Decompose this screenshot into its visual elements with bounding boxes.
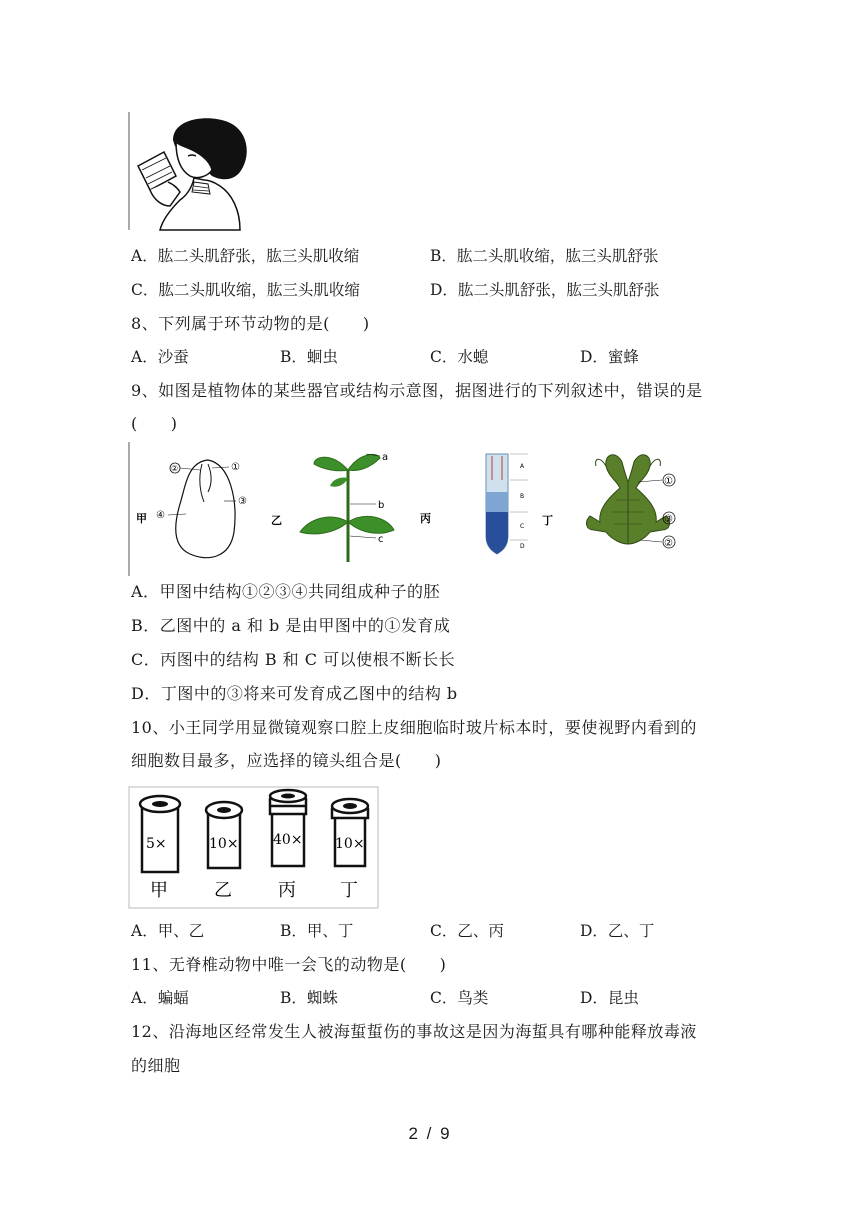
q9-plant-a: a xyxy=(382,452,389,463)
q9-root-A: A xyxy=(520,463,525,470)
q7-option-a: A．肱二头肌舒张，肱三头肌收缩 xyxy=(131,247,360,265)
q10-name-bing: 丙 xyxy=(278,880,296,901)
q10-option-a: A．甲、乙 xyxy=(131,922,205,940)
q9-option-b: B．乙图中的 a 和 b 是由甲图中的①发育成 xyxy=(131,616,451,635)
q9-plant-b: b xyxy=(378,500,385,511)
q8-option-b: B．蛔虫 xyxy=(280,348,338,366)
q11-option-a: A．蝙蝠 xyxy=(131,989,189,1007)
q12-stem-line2: 的细胞 xyxy=(131,1056,181,1075)
q8-option-d: D．蜜蜂 xyxy=(580,348,639,366)
q8-option-a: A．沙蚕 xyxy=(131,348,189,366)
q10-stem-line2: 细胞数目最多，应选择的镜头组合是( ) xyxy=(131,751,442,770)
q10-lens-figure xyxy=(128,786,380,910)
q12-stem-line1: 12、沿海地区经常发生人被海蜇蜇伤的事故这是因为海蜇具有哪种能释放毒液 xyxy=(131,1022,697,1041)
q9-bud-n2: ② xyxy=(664,538,673,549)
q9-label-bing: 丙 xyxy=(420,512,431,525)
q9-seed-n1: ① xyxy=(231,462,240,473)
q10-option-b: B．甲、丁 xyxy=(280,922,354,940)
q9-option-a: A．甲图中结构①②③④共同组成种子的胚 xyxy=(131,582,441,601)
q9-label-ding: 丁 xyxy=(542,514,553,527)
q10-name-yi: 乙 xyxy=(214,880,232,901)
q10-mag-jia: 5× xyxy=(146,836,167,852)
q9-stem-line1: 9、如图是植物体的某些器官或结构示意图，据图进行的下列叙述中，错误的是 xyxy=(131,381,703,400)
page-number: 2 / 9 xyxy=(408,1124,452,1143)
q9-root-D: D xyxy=(520,543,525,550)
q10-mag-ding: 10× xyxy=(335,836,365,852)
q10-mag-yi: 10× xyxy=(209,836,239,852)
q9-label-jia: 甲 xyxy=(136,512,147,525)
q9-bud-n3: ③ xyxy=(664,514,673,525)
q10-name-ding: 丁 xyxy=(340,880,358,901)
q10-option-d: D．乙、丁 xyxy=(580,922,655,940)
q8-option-c: C．水螅 xyxy=(430,348,489,366)
q10-option-c: C．乙、丙 xyxy=(430,922,504,940)
q10-stem-line1: 10、小王同学用显微镜观察口腔上皮细胞临时玻片标本时，要使视野内看到的 xyxy=(131,718,697,737)
q8-stem: 8、下列属于环节动物的是( ) xyxy=(131,314,370,333)
q7-option-c: C．肱二头肌收缩，肱三头肌收缩 xyxy=(131,281,360,299)
q9-option-d: D．丁图中的③将来可发育成乙图中的结构 b xyxy=(131,684,458,703)
q9-seed-n3: ③ xyxy=(238,496,247,507)
q11-stem: 11、无脊椎动物中唯一会飞的动物是( ) xyxy=(131,955,447,974)
q9-stem-line2: ( ) xyxy=(131,414,178,433)
q11-option-b: B．蜘蛛 xyxy=(280,989,338,1007)
q9-option-c: C．丙图中的结构 B 和 C 可以使根不断长长 xyxy=(131,650,456,669)
q9-root-B: B xyxy=(520,493,525,500)
q9-plant-figure xyxy=(128,440,688,578)
q7-drinking-figure xyxy=(128,110,258,232)
q10-mag-bing: 40× xyxy=(273,832,303,848)
q7-option-d: D．肱二头肌舒张，肱三头肌舒张 xyxy=(430,281,660,299)
q11-option-c: C．鸟类 xyxy=(430,989,489,1007)
q9-label-yi: 乙 xyxy=(271,514,282,527)
q9-seed-n4: ④ xyxy=(156,510,165,521)
q9-root-C: C xyxy=(520,523,525,530)
q10-name-jia: 甲 xyxy=(150,880,168,901)
q7-option-b: B．肱二头肌收缩，肱三头肌舒张 xyxy=(430,247,659,265)
q9-plant-c: c xyxy=(378,534,384,545)
q11-option-d: D．昆虫 xyxy=(580,989,639,1007)
q9-seed-n2: ② xyxy=(171,464,179,473)
q9-bud-n1: ① xyxy=(664,476,673,487)
